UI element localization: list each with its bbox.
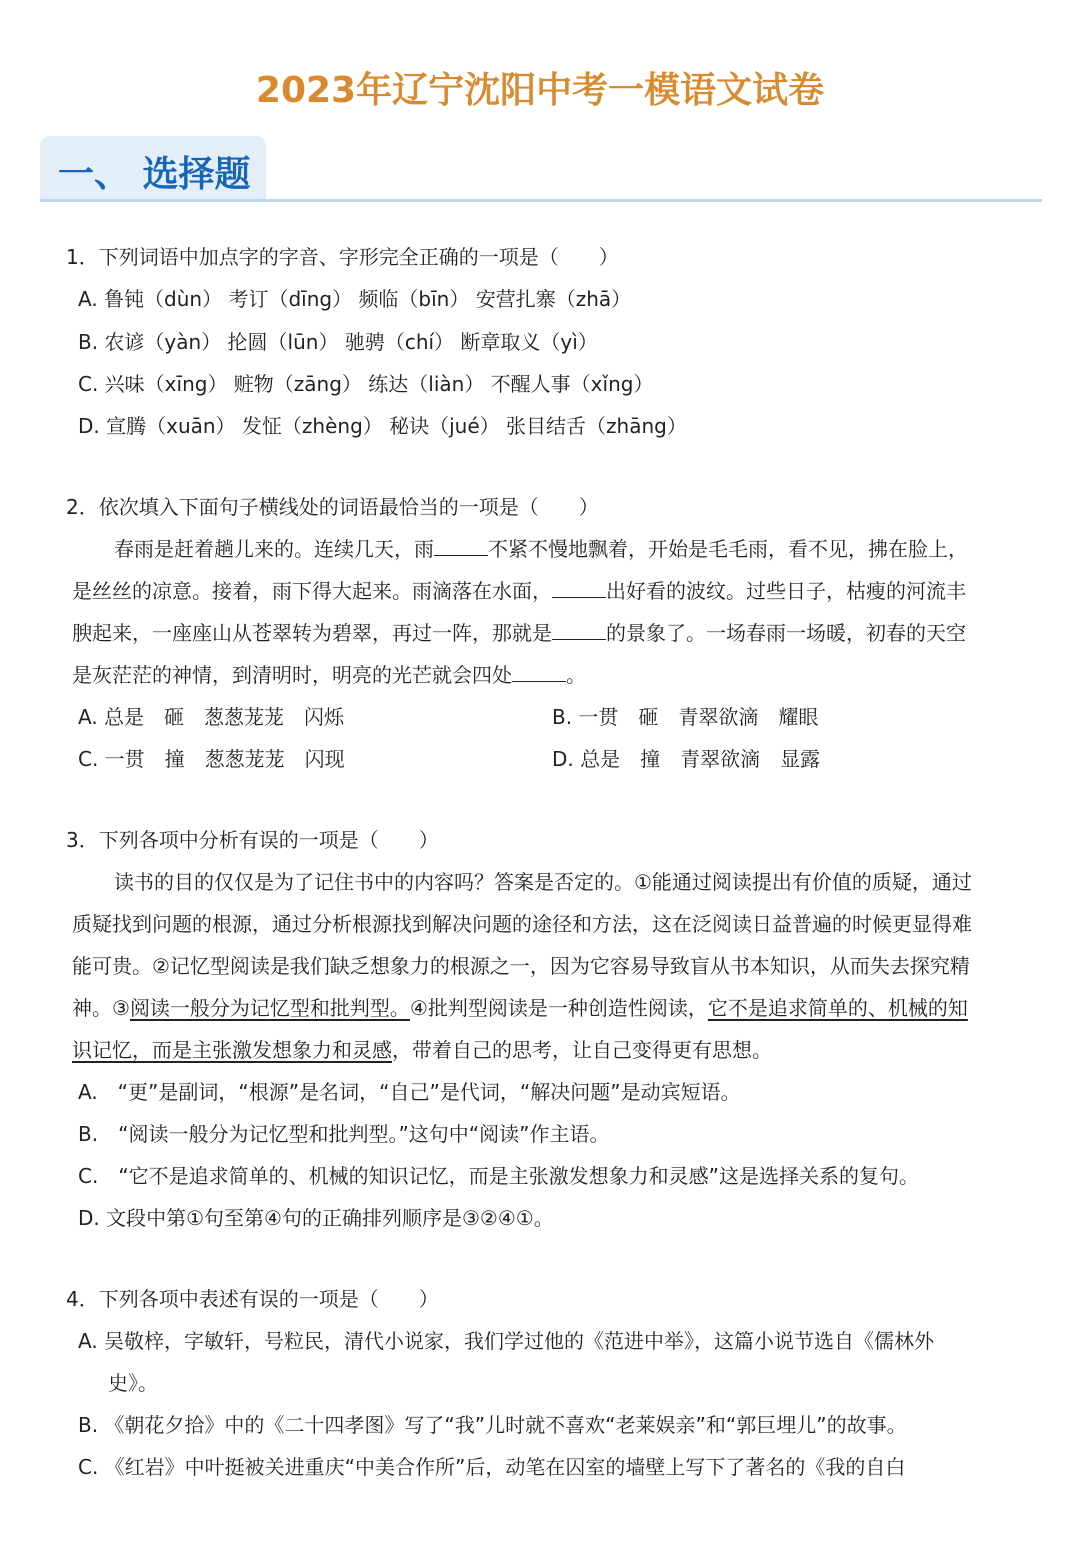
section-title: 一、 选择题 bbox=[58, 154, 251, 195]
q1-stem: 1．下列词语中加点字的字音、字形完全正确的一项是（ ） bbox=[66, 245, 619, 269]
q3-passage-line-1: 读书的目的仅仅是为了记住书中的内容吗？答案是否定的。①能通过阅读提出有价值的质疑，通过 bbox=[114, 870, 972, 894]
fill-blank-3 bbox=[552, 621, 606, 640]
q3-passage-line-5 bbox=[72, 1036, 772, 1064]
section-divider bbox=[40, 199, 1042, 202]
q4-option-b: B. 《朝花夕拾》中的《二十四孝图》写了“我”儿时就不喜欢“老莱娱亲”和“郭巨埋儿”的故事。 bbox=[78, 1413, 907, 1437]
q2-text: 是丝丝的凉意。接着，雨下得大起来。雨滴落在水面， bbox=[72, 579, 552, 603]
q2-text: 不紧不慢地飘着，开始是毛毛雨，看不见，拂在脸上， bbox=[488, 537, 968, 561]
q3-passage-line-2: 质疑找到问题的根源，通过分析根源找到解决问题的途径和方法，这在泛阅读日益普遍的时候更显得难 bbox=[72, 912, 972, 936]
q2-stem: 2．依次填入下面句子横线处的词语最恰当的一项是（ ） bbox=[66, 495, 599, 519]
q3-passage-line-4 bbox=[72, 994, 968, 1022]
q2-text: 是灰茫茫的神情，到清明时，明亮的光芒就会四处 bbox=[72, 663, 512, 687]
q3-text: ④批判型阅读是一种创造性阅读， bbox=[409, 996, 708, 1020]
q2-text: 出好看的波纹。过些日子，枯瘦的河流丰 bbox=[606, 579, 966, 603]
q1-option-a: A. 鲁钝（dùn） 考订（dīng） 频临（bīn） 安营扎寨（zhā） bbox=[78, 287, 632, 311]
q3-stem: 3．下列各项中分析有误的一项是（ ） bbox=[66, 828, 439, 852]
q3-text: 神。③ bbox=[72, 996, 130, 1020]
q3-option-c: C. “它不是追求简单的、机械的知识记忆，而是主张激发想象力和灵感”这是选择关系的复句。 bbox=[78, 1164, 920, 1188]
q1-option-c: C. 兴味（xīng） 赃物（zāng） 练达（liàn） 不醒人事（xǐng） bbox=[78, 372, 654, 396]
q4-option-a: A. 吴敬梓，字敏轩，号粒民，清代小说家，我们学过他的《范进中举》，这篇小说节选自《儒林外 bbox=[78, 1329, 935, 1353]
exam-title: 2023年辽宁沈阳中考一模语文试卷 bbox=[255, 70, 825, 111]
q2-option-b: B. 一贯 砸 青翠欲滴 耀眼 bbox=[552, 705, 819, 729]
q1-option-d: D. 宣腾（xuān） 发怔（zhèng） 秘诀（jué） 张目结舌（zhāng） bbox=[78, 414, 687, 438]
fill-blank-2 bbox=[552, 579, 606, 598]
q3-text: ，带着自己的思考，让自己变得更有思想。 bbox=[392, 1038, 772, 1062]
q3-option-d: D. 文段中第①句至第④句的正确排列顺序是③②④①。 bbox=[78, 1206, 554, 1230]
q4-option-a-cont: 史》。 bbox=[108, 1371, 158, 1395]
q3-passage-line-3: 能可贵。②记忆型阅读是我们缺乏想象力的根源之一，因为它容易导致盲从书本知识，从而失去探究精 bbox=[72, 954, 970, 978]
q4-option-c: C. 《红岩》中叶挺被关进重庆“中美合作所”后，动笔在囚室的墙壁上写下了著名的《我的自白 bbox=[78, 1455, 906, 1479]
q2-text: 腴起来，一座座山从苍翠转为碧翠，再过一阵，那就是 bbox=[72, 621, 552, 645]
q2-text: 春雨是赶着趟儿来的。连续几天，雨 bbox=[114, 537, 434, 561]
q4-stem: 4．下列各项中表述有误的一项是（ ） bbox=[66, 1287, 439, 1311]
fill-blank-1 bbox=[434, 537, 488, 556]
q2-passage-line-4 bbox=[72, 661, 586, 689]
q2-text: 。 bbox=[566, 663, 586, 687]
q2-passage-line-3 bbox=[72, 619, 966, 647]
q1-option-b: B. 农谚（yàn） 抡圆（lūn） 驰骋（chí） 断章取义（yì） bbox=[78, 330, 598, 354]
q3-option-b: B. “阅读一般分为记忆型和批判型。”这句中“阅读”作主语。 bbox=[78, 1122, 610, 1146]
q2-option-d: D. 总是 撞 青翠欲滴 显露 bbox=[552, 747, 821, 771]
q2-option-c: C. 一贯 撞 葱葱茏茏 闪现 bbox=[78, 747, 345, 771]
q3-underlined-clause-cont: 识记忆，而是主张激发想象力和灵感 bbox=[72, 1038, 392, 1062]
q3-underlined-clause: 它不是追求简单的、机械的知 bbox=[707, 996, 968, 1020]
q3-option-a: A. “更”是副词，“根源”是名词，“自己”是代词，“解决问题”是动宾短语。 bbox=[78, 1080, 741, 1104]
q2-text: 的景象了。一场春雨一场暖，初春的天空 bbox=[606, 621, 966, 645]
q2-passage-line-1 bbox=[114, 535, 968, 563]
fill-blank-4 bbox=[512, 663, 566, 682]
q2-option-a: A. 总是 砸 葱葱茏茏 闪烁 bbox=[78, 705, 345, 729]
q2-passage-line-2 bbox=[72, 577, 966, 605]
q3-underlined-sentence-3: 阅读一般分为记忆型和批判型。 bbox=[129, 996, 410, 1020]
